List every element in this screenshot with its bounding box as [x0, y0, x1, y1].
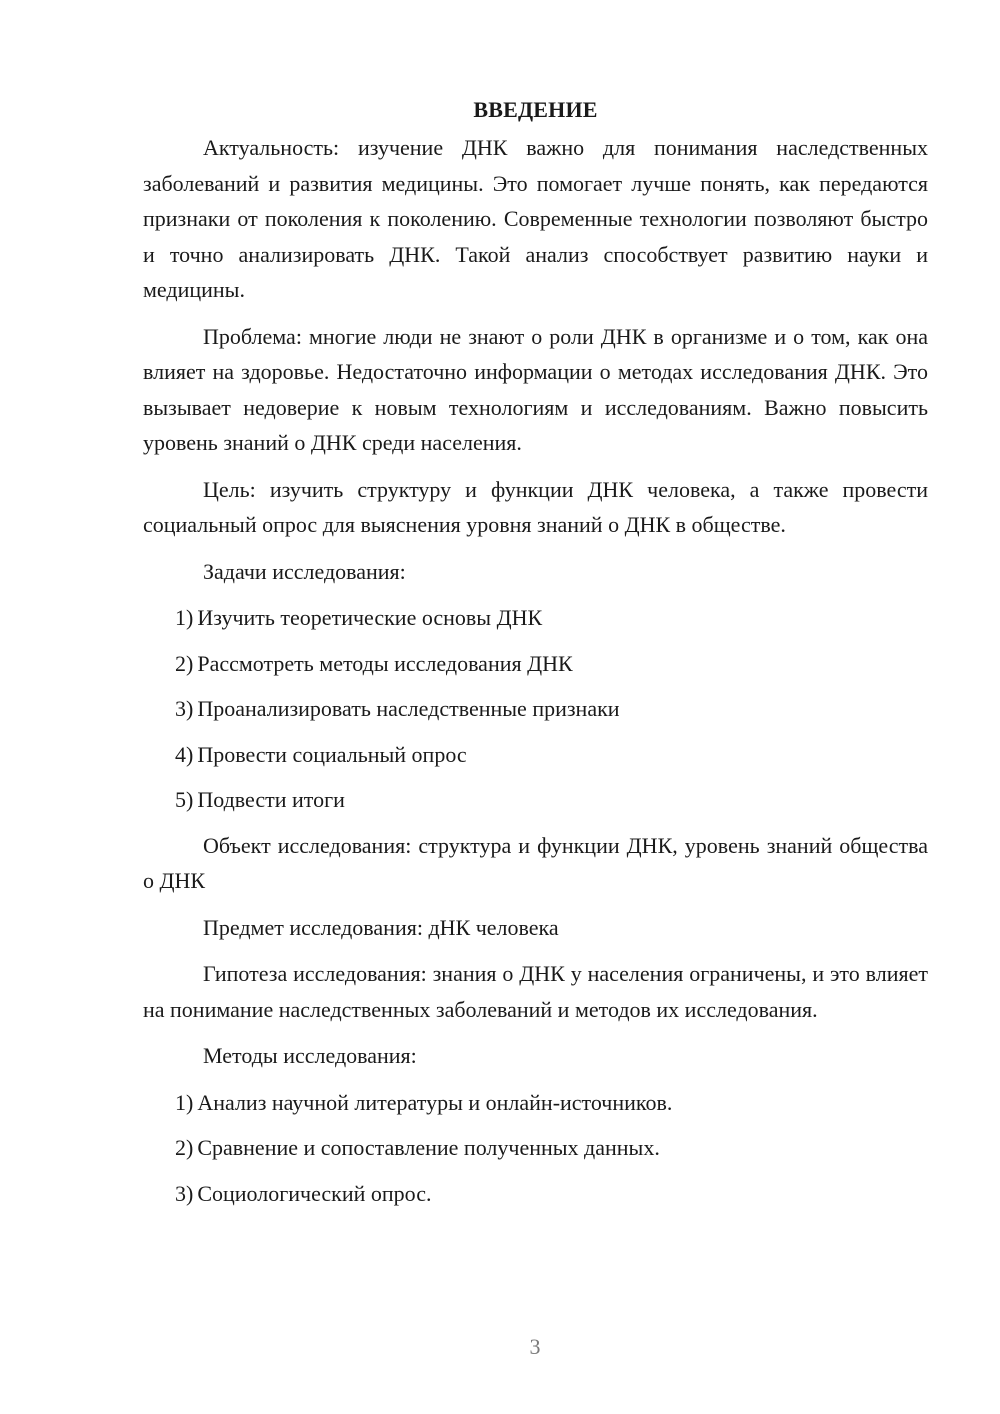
list-text: Анализ научной литературы и онлайн-источников.: [197, 1089, 673, 1115]
list-item: [175, 782, 928, 818]
list-number: 3): [175, 696, 194, 721]
paragraph-relevance: Актуальность: изучение ДНК важно для понимания наследственных заболеваний и развития медицины. Это помогает лучше понять, как передаются признаки от поколения к поколению. Современные технологии позволяют быстро и точно анализировать ДНК. Такой анализ способствует развитию науки и медицины.: [143, 135, 928, 302]
list-text: Изучить теоретические основы ДНК: [197, 605, 543, 630]
list-text: Провести социальный опрос: [197, 741, 467, 767]
tasks-heading: Задачи исследования:: [203, 558, 406, 584]
list-text: Социологический опрос.: [197, 1180, 432, 1206]
methods-heading: Методы исследования:: [203, 1043, 417, 1068]
paragraph-hypothesis: Гипотеза исследования: знания о ДНК у населения ограничены, и это влияет на понимание наследственных заболеваний и методов их исследования.: [143, 961, 928, 1022]
methods-list: [143, 1085, 928, 1212]
tasks-list: [143, 600, 928, 818]
list-text: Рассмотреть методы исследования ДНК: [197, 650, 573, 676]
list-item: [175, 737, 928, 773]
list-item: [175, 600, 928, 636]
list-text: Подвести итоги: [197, 787, 345, 812]
paragraph-problem: Проблема: многие люди не знают о роли ДНК в организме и о том, как она влияет на здоровье. Недостаточно информации о методах исследования ДНК. Это вызывает недоверие к новым технологиям и исследованиям. Важно повысить уровень знаний о ДНК среди населения.: [143, 323, 928, 455]
list-text: Сравнение и сопоставление полученных данных.: [197, 1135, 660, 1160]
list-number: 2): [175, 650, 194, 676]
list-number: 2): [175, 1135, 194, 1160]
paragraph-object: Объект исследования: структура и функции ДНК, уровень знаний общества о ДНК: [143, 832, 928, 893]
page-number: 3: [529, 1334, 541, 1359]
paragraph-subject: Предмет исследования: дНК человека: [203, 914, 559, 940]
list-item: [175, 691, 928, 727]
paragraph-goal: Цель: изучить структуру и функции ДНК человека, а также провести социальный опрос для выяснения уровня знаний о ДНК в обществе.: [143, 476, 928, 537]
list-item: [175, 646, 928, 682]
list-number: 3): [175, 1180, 194, 1206]
list-text: Проанализировать наследственные признаки: [197, 696, 620, 721]
section-title: ВВЕДЕНИЕ: [473, 97, 598, 122]
list-number: 4): [175, 741, 194, 767]
list-number: 5): [175, 787, 194, 812]
list-number: 1): [175, 605, 194, 630]
document-page: [143, 92, 928, 1221]
list-item: [175, 1176, 928, 1212]
list-item: [175, 1130, 928, 1166]
list-number: 1): [175, 1089, 194, 1115]
list-item: [175, 1085, 928, 1121]
